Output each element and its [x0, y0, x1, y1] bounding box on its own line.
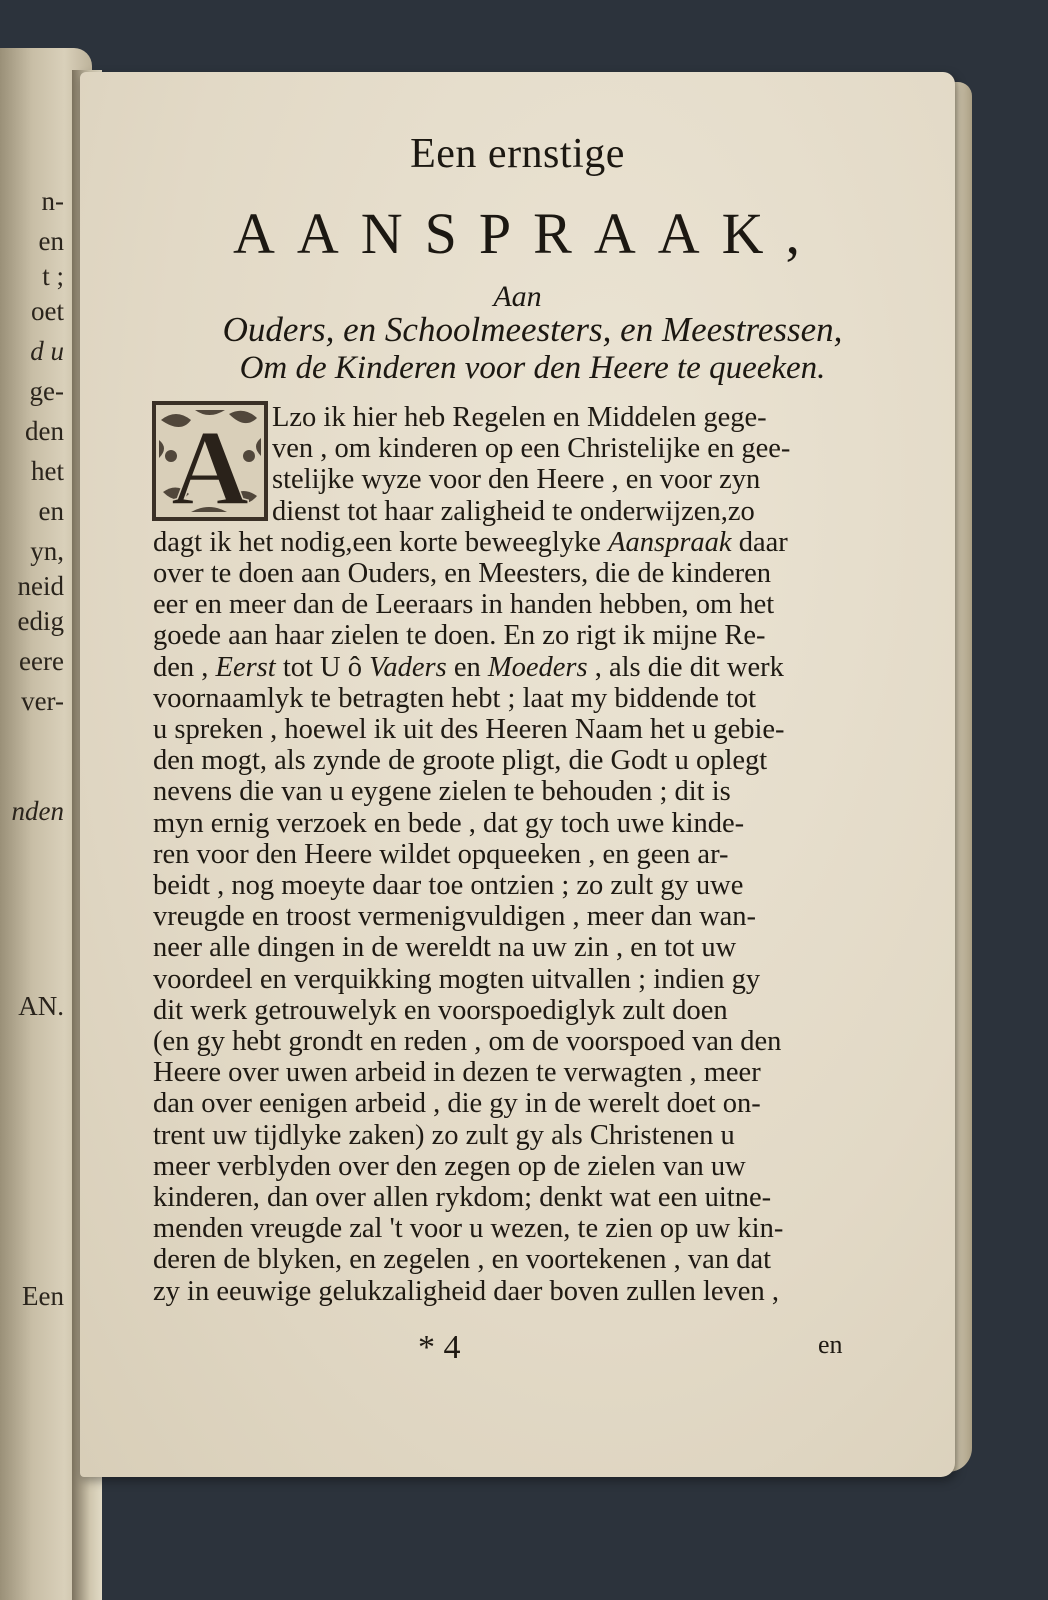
- heading-subtitle-1: Ouders, en Schoolmeesters, en Meestressen,: [222, 310, 843, 349]
- text-run: trent uw tijdlyke zaken) zo zult gy als Christenen u: [153, 1119, 735, 1151]
- left-page-fragment: ge-: [29, 376, 64, 406]
- text-run: dit werk getrouwelyk en voorspoediglyk zult doen: [153, 994, 728, 1026]
- left-page-fragment: den: [25, 416, 64, 446]
- text-run: voordeel en verquikking mogten uitvallen ; indien gy: [153, 963, 761, 995]
- text-run: daar: [731, 526, 788, 558]
- text-run: den ,: [153, 651, 216, 683]
- text-run: dagt ik het nodig,een korte beweeglyke: [153, 526, 609, 558]
- text-run: nevens die van u eygene zielen te behouden ; dit is: [153, 776, 731, 808]
- signature-mark: * 4: [418, 1329, 461, 1366]
- text-line: [153, 1028, 843, 1057]
- text-run: (en gy hebt grondt en reden , om de voorspoed van den: [153, 1026, 782, 1057]
- left-page-fragment: het: [31, 456, 64, 486]
- text-run: , als die dit werk: [587, 651, 784, 683]
- text-run: vreugde en troost vermenigvuldigen , meer dan wan-: [153, 901, 757, 933]
- left-page-fragment: d u: [30, 336, 64, 366]
- text-run: menden vreugde zal 't voor u wezen, te zien op uw kin-: [153, 1213, 784, 1245]
- text-line: [153, 651, 843, 683]
- text-line: [153, 560, 843, 589]
- left-page-fragment: Een: [22, 1281, 64, 1311]
- left-page-fragment: neid: [17, 571, 64, 601]
- initial-letter: A: [171, 409, 249, 522]
- text-line: [153, 934, 843, 963]
- italic-run: Vaders: [369, 651, 447, 683]
- text-line: [153, 1246, 843, 1275]
- text-run: over te doen aan Ouders, en Meesters, die de kinderen: [153, 558, 772, 589]
- text-run: neer alle dingen in de wereldt na uw zin , en tot uw: [153, 932, 737, 964]
- heading-aan: Aan: [493, 280, 542, 313]
- left-page-fragment: oet: [31, 296, 64, 326]
- left-page-fragment: eere: [19, 646, 64, 676]
- text-run: myn ernig verzoek en bede , dat gy toch uwe kinde-: [153, 807, 745, 839]
- text-line: [272, 466, 847, 495]
- decorated-initial-a: [151, 400, 269, 522]
- text-line: [153, 903, 843, 932]
- text-line: [153, 1059, 843, 1088]
- italic-run: Moeders: [487, 651, 588, 683]
- text-run: voornaamlyk te betragten hebt ; laat my biddende tot: [153, 682, 757, 714]
- text-run: dan over eenigen arbeid , die gy in de werelt doet on-: [153, 1088, 761, 1120]
- left-page-fragment: edig: [17, 606, 64, 636]
- text-line: [272, 404, 847, 433]
- text-line: [153, 838, 843, 870]
- text-line: [153, 1090, 843, 1119]
- text-line: [272, 435, 847, 464]
- text-run: u spreken , hoewel ik uit des Heeren Naam het u gebie-: [153, 714, 785, 745]
- text-run: kinderen, dan over allen rykdom; denkt wat een uitne-: [153, 1182, 772, 1213]
- left-page-fragment: nden: [11, 796, 64, 826]
- text-line: [153, 1150, 843, 1182]
- left-page-fragment: en: [38, 226, 64, 256]
- italic-run: Eerst: [215, 651, 276, 683]
- text-line: [153, 1119, 843, 1151]
- text-line: [153, 1184, 843, 1213]
- left-page-fragment: en: [38, 496, 64, 526]
- text-run: ven , om kinderen op een Christelijke en gee-: [272, 433, 791, 465]
- text-line: [153, 1275, 843, 1307]
- text-run: Heere over uwen arbeid in dezen te verwagten , meer: [153, 1057, 761, 1089]
- text-run: dienst tot haar zaligheid te onderwijzen,zo: [272, 495, 755, 527]
- text-line: [153, 963, 843, 995]
- text-run: tot U ô: [275, 651, 370, 683]
- right-page: [80, 72, 955, 1477]
- catchword: en: [818, 1330, 843, 1359]
- text-run: ren voor den Heere wildet opqueeken , en geen ar-: [153, 838, 729, 870]
- text-line: [153, 682, 843, 714]
- text-run: goede aan haar zielen te doen. En zo rigt ik mijne Re-: [153, 620, 766, 652]
- text-line: [153, 622, 843, 651]
- heading-line-1: Een ernstige: [410, 131, 625, 177]
- text-run: meer verblyden over den zegen op de zielen van uw: [153, 1150, 746, 1182]
- text-line: [153, 1215, 843, 1244]
- text-run: beidt , nog moeyte daar toe ontzien ; zo zult gy uwe: [153, 870, 744, 901]
- left-page-fragment: yn,: [30, 536, 64, 566]
- text-run: Lzo ik hier heb Regelen en Middelen gege-: [272, 402, 767, 433]
- left-page-fragment: t ;: [42, 261, 64, 291]
- text-line: [153, 807, 843, 839]
- text-line: [153, 716, 843, 745]
- text-run: den mogt, als zynde de groote pligt, die Godt u oplegt: [153, 745, 768, 777]
- text-run: eer en meer dan de Leeraars in handen hebben, om het: [153, 589, 775, 621]
- left-page-fragment: n-: [41, 186, 64, 216]
- text-line: [272, 495, 847, 527]
- text-run: stelijke wyze voor den Heere , en voor zyn: [272, 464, 761, 496]
- text-run: en: [446, 651, 488, 683]
- left-page-fragment: AN.: [18, 991, 64, 1021]
- text-line: [153, 591, 843, 620]
- text-line: [153, 778, 843, 807]
- italic-run: Aanspraak: [608, 526, 732, 558]
- text-line: [153, 526, 843, 558]
- text-line: [153, 994, 843, 1026]
- text-run: deren de blyken, en zegelen , en voortekenen , van dat: [153, 1244, 772, 1276]
- text-run: zy in eeuwige gelukzaligheid daer boven zullen leven ,: [153, 1275, 779, 1307]
- heading-title: AANSPRAAK,: [232, 201, 822, 266]
- text-line: [153, 872, 843, 901]
- text-line: [153, 747, 843, 776]
- heading-subtitle-2: Om de Kinderen voor den Heere te queeken.: [239, 350, 826, 386]
- left-page-fragment: ver-: [21, 686, 64, 716]
